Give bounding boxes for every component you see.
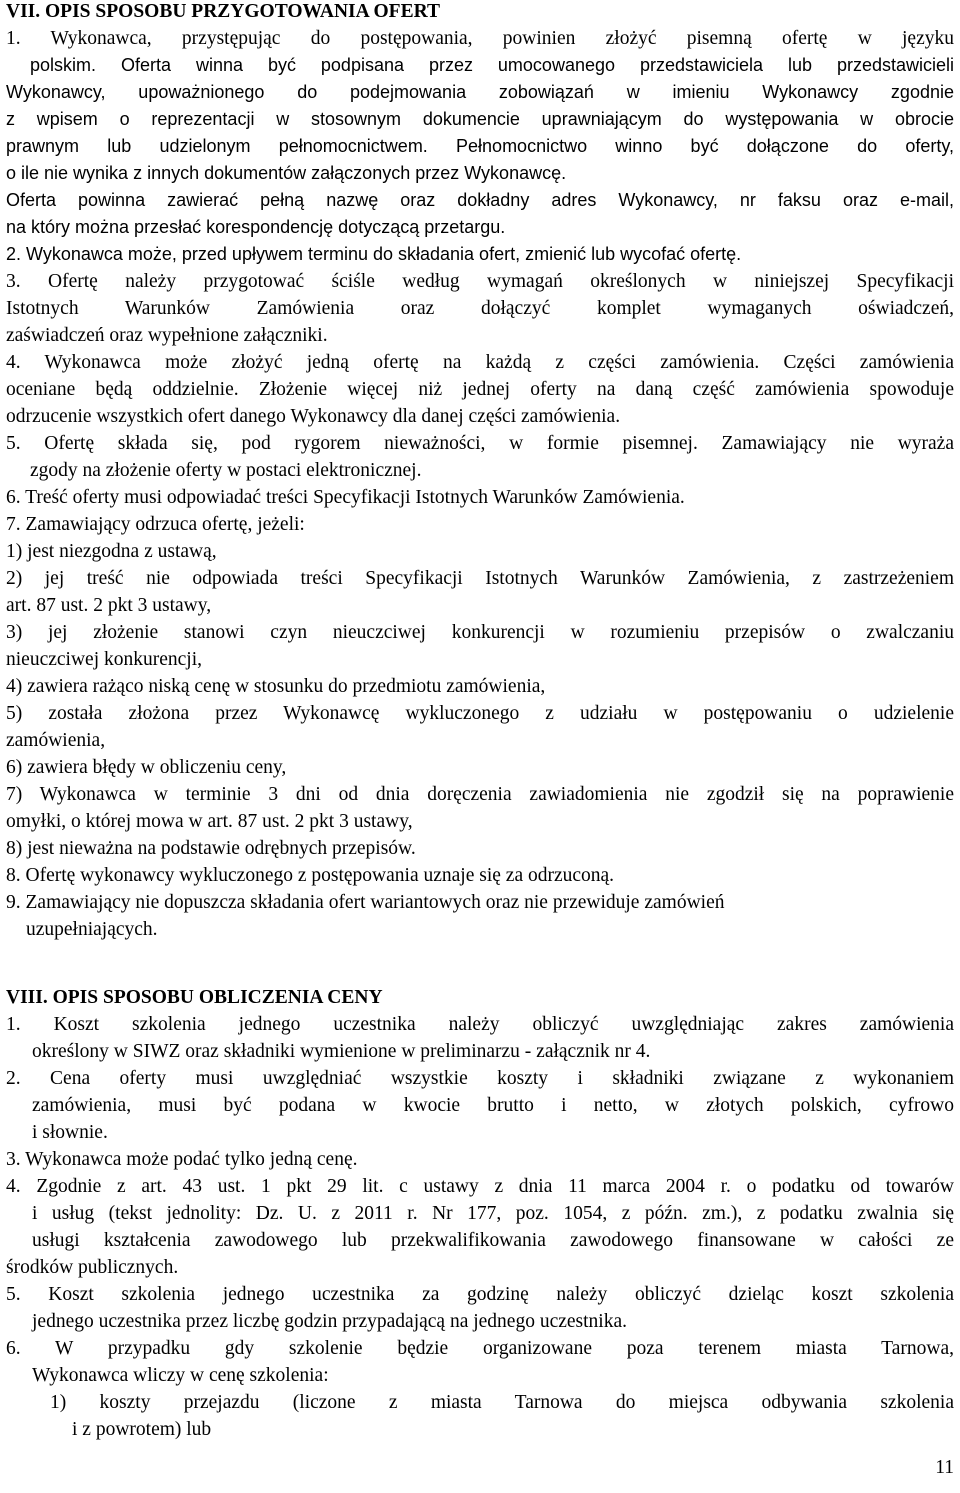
section-8-heading: VIII. OPIS SPOSOBU OBLICZENIA CENY <box>6 987 383 1008</box>
text-line: 6) zawiera błędy w obliczeniu ceny, <box>6 757 287 778</box>
text-line: z wpisem o reprezentacji w stosownym dokumencie uprawniającym do występowania w obrocie <box>6 109 954 129</box>
text-line: 1) koszty przejazdu (liczone z miasta Tarnowa do miejsca odbywania szkolenia <box>50 1392 954 1413</box>
text-line: Wykonawcy, upoważnionego do podejmowania zobowiązań w imieniu Wykonawcy zgodnie <box>6 82 954 102</box>
text-line: na który można przesłać korespondencję dotyczącą przetargu. <box>6 217 506 237</box>
text-line: 2. Wykonawca może, przed upływem terminu do składania ofert, zmienić lub wycofać ofertę. <box>6 244 742 264</box>
text-line: 2. Cena oferty musi uwzględniać wszystkie koszty i składniki związane z wykonaniem <box>6 1068 954 1089</box>
text-line: i z powrotem) lub <box>72 1419 212 1440</box>
text-line: Oferta powinna zawierać pełną nazwę oraz dokładny adres Wykonawcy, nr faksu oraz e-mail, <box>6 190 954 210</box>
text-line: 6. W przypadku gdy szkolenie będzie organizowane poza terenem miasta Tarnowa, <box>6 1338 954 1359</box>
section-7-heading: VII. OPIS SPOSOBU PRZYGOTOWANIA OFERT <box>6 1 440 22</box>
text-line: oceniane będą oddzielnie. Złożenie więcej niż jednej oferty na daną część zamówienia spowoduje <box>6 379 954 400</box>
page-number: 11 <box>935 1457 954 1478</box>
text-line: 4. Wykonawca może złożyć jedną ofertę na każdą z części zamówienia. Części zamówienia <box>6 352 954 373</box>
text-line: omyłki, o której mowa w art. 87 ust. 2 pkt 3 ustawy, <box>6 811 413 832</box>
text-line: 3. Ofertę należy przygotować ściśle według wymagań określonych w niniejszej Specyfikacji <box>6 271 954 292</box>
text-line: 8) jest nieważna na podstawie odrębnych przepisów. <box>6 838 416 859</box>
text-line: 4. Zgodnie z art. 43 ust. 1 pkt 29 lit. c ustawy z dnia 11 marca 2004 r. o podatku od towarów <box>6 1176 954 1197</box>
text-line: 5) została złożona przez Wykonawcę wykluczonego z udziału w postępowaniu o udzielenie <box>6 703 954 724</box>
text-line: 6. Treść oferty musi odpowiadać treści Specyfikacji Istotnych Warunków Zamówienia. <box>6 487 685 508</box>
text-line: 9. Zamawiający nie dopuszcza składania ofert wariantowych oraz nie przewiduje zamówień <box>6 892 725 913</box>
text-line: 3. Wykonawca może podać tylko jedną cenę. <box>6 1149 358 1170</box>
text-line: i słownie. <box>32 1122 108 1143</box>
text-line: 1. Koszt szkolenia jednego uczestnika należy obliczyć uwzględniając zakres zamówienia <box>6 1014 954 1035</box>
text-line: 2) jej treść nie odpowiada treści Specyfikacji Istotnych Warunków Zamówienia, z zastrzeżeniem <box>6 568 954 589</box>
text-line: nieuczciwej konkurencji, <box>6 649 202 670</box>
text-line: zamówienia, musi być podana w kwocie brutto i netto, w złotych polskich, cyfrowo <box>32 1095 954 1116</box>
text-line: określony w SIWZ oraz składniki wymienione w preliminarzu - załącznik nr 4. <box>32 1041 651 1062</box>
text-line: odrzucenie wszystkich ofert danego Wykonawcy dla danej części zamówienia. <box>6 406 621 427</box>
text-line: 1. Wykonawca, przystępując do postępowania, powinien złożyć pisemną ofertę w języku <box>6 28 954 49</box>
text-line: uzupełniających. <box>26 919 158 940</box>
text-line: art. 87 ust. 2 pkt 3 ustawy, <box>6 595 212 616</box>
text-line: 7) Wykonawca w terminie 3 dni od dnia doręczenia zawiadomienia nie zgodził się na poprawienie <box>6 784 954 805</box>
text-line: zamówienia, <box>6 730 106 751</box>
text-line: prawnym lub udzielonym pełnomocnictwem. Pełnomocnictwo winno być dołączone do oferty, <box>6 136 954 156</box>
text-line: środków publicznych. <box>6 1257 179 1278</box>
text-line: usługi kształcenia zawodowego lub przekwalifikowania zawodowego finansowane w całości ze <box>32 1230 954 1251</box>
text-line: 7. Zamawiający odrzuca ofertę, jeżeli: <box>6 514 305 535</box>
text-line: 5. Ofertę składa się, pod rygorem nieważności, w formie pisemnej. Zamawiający nie wyraża <box>6 433 954 454</box>
text-line: polskim. Oferta winna być podpisana przez umocowanego przedstawiciela lub przedstawicieli <box>30 55 954 75</box>
text-line: o ile nie wynika z innych dokumentów załączonych przez Wykonawcę. <box>6 163 567 183</box>
text-line: Wykonawca wliczy w cenę szkolenia: <box>32 1365 329 1386</box>
text-line: 8. Ofertę wykonawcy wykluczonego z postępowania uznaje się za odrzuconą. <box>6 865 615 886</box>
text-line: 4) zawiera rażąco niską cenę w stosunku do przedmiotu zamówienia, <box>6 676 546 697</box>
text-line: 5. Koszt szkolenia jednego uczestnika za godzinę należy obliczyć dzieląc koszt szkolenia <box>6 1284 954 1305</box>
text-line: i usług (tekst jednolity: Dz. U. z 2011 r. Nr 177, poz. 1054, z późn. zm.), z podatku zwalnia się <box>32 1203 954 1224</box>
section-7 <box>6 0 954 943</box>
text-line: 3) jej złożenie stanowi czyn nieuczciwej konkurencji w rozumieniu przepisów o zwalczaniu <box>6 622 954 643</box>
text-line: 1) jest niezgodna z ustawą, <box>6 541 217 562</box>
text-line: jednego uczestnika przez liczbę godzin przypadającą na jednego uczestnika. <box>32 1311 627 1332</box>
text-line: zgody na złożenie oferty w postaci elektronicznej. <box>30 460 422 481</box>
text-line: zaświadczeń oraz wypełnione załączniki. <box>6 325 328 346</box>
section-8 <box>6 984 954 1443</box>
text-line: Istotnych Warunków Zamówienia oraz dołączyć komplet wymaganych oświadczeń, <box>6 298 954 319</box>
